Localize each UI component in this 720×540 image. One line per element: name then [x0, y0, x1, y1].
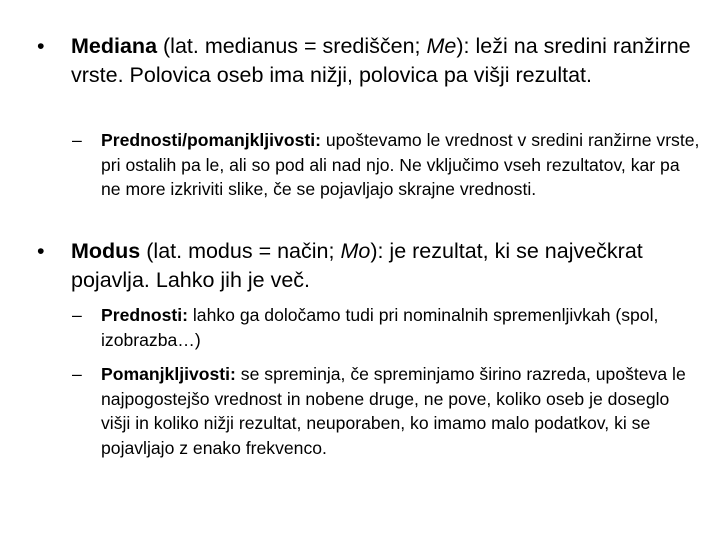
modus-text-b: ): je rezultat, ki se največkrat pojavlja. Lahko jih je več. — [71, 239, 643, 292]
mediana-bullet-item — [37, 32, 701, 90]
mediana-text-b: ): leži na sredini ranžirne vrste. Polovica oseb ima nižji, polovica pa višji rezultat. — [71, 34, 691, 87]
modus-sub2-label: Pomanjkljivosti: — [101, 364, 236, 384]
mediana-sub-text — [101, 130, 699, 199]
mediana-sub-body: upoštevamo le vrednost v sredini ranžirne vrste, pri ostalih pa le, ali so pod ali nad njo. Ne vključimo vseh rezultatov, kar pa ne more izkriviti slike, če se pojavljajo skrajne vrednosti. — [101, 130, 700, 199]
mediana-symbol: Me — [426, 34, 457, 58]
bullet-dash: – — [72, 364, 82, 384]
mediana-sub-item — [72, 128, 701, 202]
bullet-dot: • — [37, 239, 45, 263]
modus-sub1-label: Prednosti: — [101, 305, 188, 325]
bullet-dot: • — [37, 34, 45, 58]
modus-sub2-body: se spreminja, če spreminjamo širino razreda, upošteva le najpogostejšo vrednost in nobene druge, ne pove, koliko oseb je doseglo višji in koliko nižji rezultat, neuporaben, ko imamo malo podatkov, ki se pojavljajo z enako frekvenco. — [101, 364, 686, 458]
bullet-dash: – — [72, 130, 82, 150]
modus-symbol: Mo — [340, 239, 371, 263]
modus-bullet-item — [37, 237, 701, 295]
mediana-definition — [71, 34, 691, 87]
modus-text-a: (lat. modus = način; — [140, 239, 341, 263]
mediana-text-a: (lat. medianus = središčen; — [157, 34, 427, 58]
modus-sub2-text — [101, 364, 686, 458]
modus-definition — [71, 239, 643, 292]
modus-sub-item-pomanjkljivosti — [72, 362, 701, 460]
modus-sub1-body: lahko ga določamo tudi pri nominalnih spremenljivkah (spol, izobrazba…) — [101, 305, 659, 350]
mediana-term: Mediana — [71, 34, 158, 58]
bullet-dash: – — [72, 305, 82, 325]
modus-term: Modus — [71, 239, 141, 263]
mediana-sub-label: Prednosti/pomanjkljivosti: — [101, 130, 321, 150]
modus-sub-item-prednosti — [72, 303, 701, 352]
modus-sub1-text — [101, 305, 658, 350]
